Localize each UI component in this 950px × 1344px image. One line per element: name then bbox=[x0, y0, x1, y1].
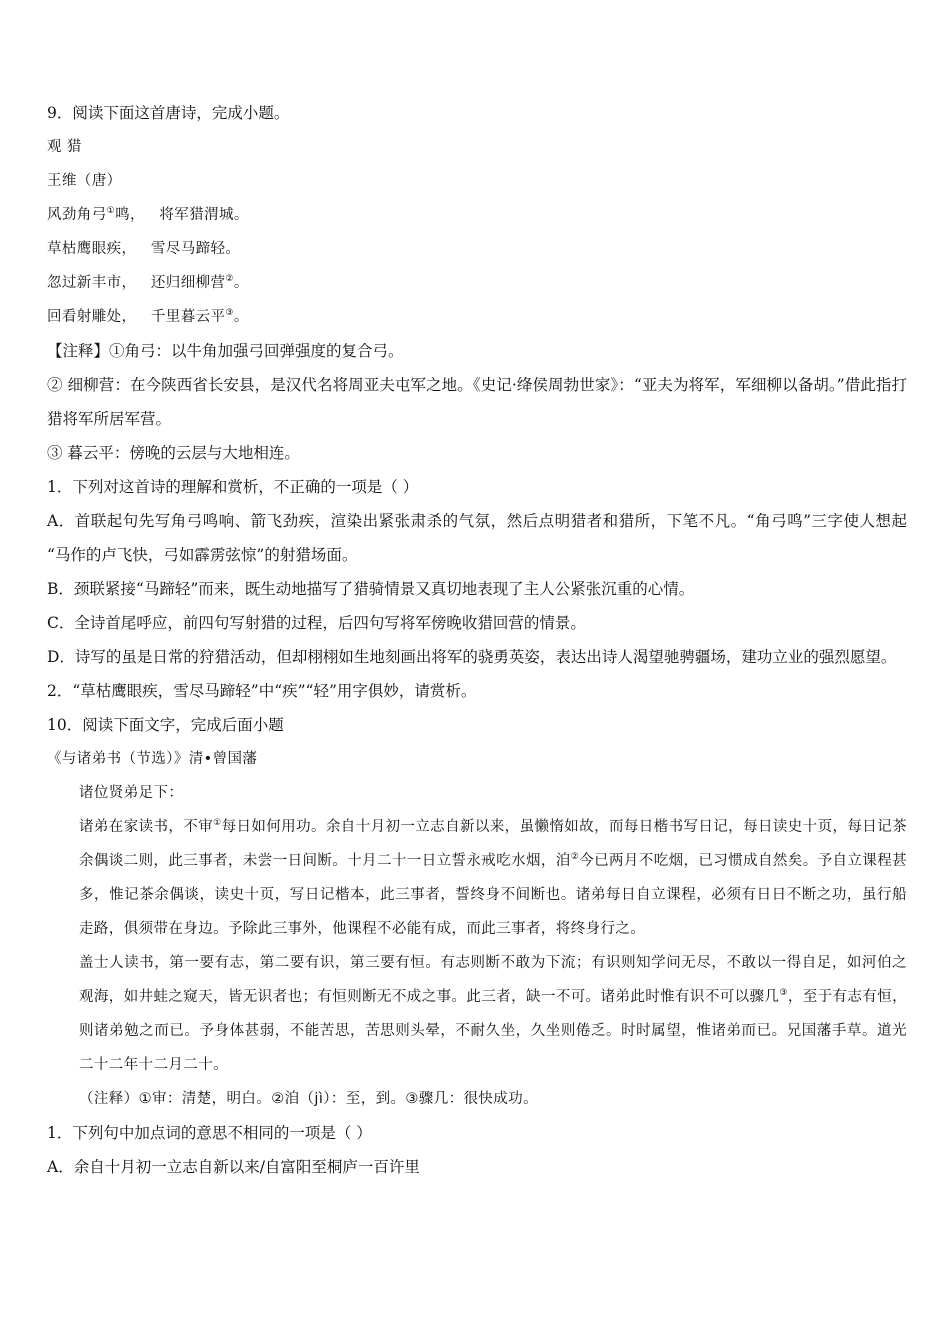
question-9-header: 9．阅读下面这首唐诗，完成小题。 bbox=[47, 104, 290, 122]
q9-sub-question-2: 2．“草枯鹰眼疾，雪尽马蹄轻”中“疾”“轻”用字俱妙，请赏析。 bbox=[47, 682, 477, 700]
question-10-header: 10．阅读下面文字，完成后面小题 bbox=[47, 716, 284, 734]
poem-line-4: 回看射雕处， 千里暮云平③。 bbox=[47, 308, 249, 325]
poem-author: 王维（唐） bbox=[47, 173, 122, 189]
q10-sub-question-1: 1．下列句中加点词的意思不相同的一项是（ ） bbox=[47, 1124, 372, 1142]
poem-note-1: 【注释】①角弓：以牛角加强弓回弹强度的复合弓。 bbox=[47, 342, 404, 360]
q9-option-d: D．诗写的虽是日常的狩猎活动，但却栩栩如生地刻画出将军的骁勇英姿，表达出诗人渴望驰骋疆场，建功立业的强烈愿望。 bbox=[47, 648, 897, 666]
passage-paragraph-2: 盖士人读书，第一要有志，第二要有识，第三要有恒。有志则断不敢为下流；有识则知学问无尽，不敢以一得自足，如河伯之观海，如井蛙之窥天，皆无识者也；有恒则断无不成之事。此三者，缺一不可。诸弟此时惟有识不可以骤几③，至于有志有恒，则诸弟勉之而已。予身体甚弱，不能苦思，苦思则头晕，不耐久坐，久坐则倦乏。时时属望，惟诸弟而已。兄国藩手草。道光二十二年十二月二十。 bbox=[79, 955, 908, 1073]
exam-page bbox=[47, 96, 907, 1184]
poem-note-3: ③ 暮云平：傍晚的云层与大地相连。 bbox=[47, 444, 300, 462]
q9-option-b: B．颈联紧接“马蹄轻”而来，既生动地描写了猎骑情景又真切地表现了主人公紧张沉重的心情。 bbox=[47, 580, 695, 598]
passage-paragraph-1: 诸弟在家读书，不审①每日如何用功。余自十月初一立志自新以来，虽懒惰如故，而每日楷书写日记，每日读史十页，每日记茶余偶谈二则，此三事者，未尝一日间断。十月二十一日立誓永戒吃水烟，洎②今已两月不吃烟，已习惯成自然矣。予自立课程甚多，惟记茶余偶谈，读史十页，写日记楷本，此三事者，誓终身不间断也。诸弟每日自立课程，必须有日日不断之功，虽行船走路，俱须带在身边。予除此三事外，他课程不必能有成，而此三事者，将终身行之。 bbox=[79, 818, 907, 937]
q9-option-c: C．全诗首尾呼应，前四句写射猎的过程，后四句写将军傍晚收猎回营的情景。 bbox=[47, 614, 586, 632]
passage-salutation: 诸位贤弟足下： bbox=[79, 785, 184, 801]
passage-title: 《与诸弟书（节选）》清•曾国藩 bbox=[47, 751, 258, 767]
poem-line-2: 草枯鹰眼疾， 雪尽马蹄轻。 bbox=[47, 241, 241, 257]
q9-sub-question-1: 1．下列对这首诗的理解和赏析，不正确的一项是（ ） bbox=[47, 478, 419, 496]
poem-line-1: 风劲角弓①鸣， 将军猎渭城。 bbox=[47, 206, 249, 223]
poem-note-2: ② 细柳营：在今陕西省长安县，是汉代名将周亚夫屯军之地。《史记·绛侯周勃世家》：“亚夫为将军，军细柳以备胡。”借此指打猎将军所居军营。 bbox=[47, 376, 907, 428]
poem-title: 观 猎 bbox=[47, 139, 82, 155]
q9-option-a: A．首联起句先写角弓鸣响、箭飞劲疾，渲染出紧张肃杀的气氛，然后点明猎者和猎所，下笔不凡。“角弓鸣”三字使人想起 “马作的卢飞快，弓如霹雳弦惊”的射猎场面。 bbox=[47, 512, 907, 564]
poem-line-3: 忽过新丰市， 还归细柳营②。 bbox=[47, 274, 249, 291]
q10-option-a: A．余自十月初一立志自新以来/自富阳至桐庐一百许里 bbox=[47, 1158, 420, 1176]
passage-annotation: （注释）①审：清楚，明白。②洎（jì）：至，到。③骤几：很快成功。 bbox=[79, 1091, 539, 1107]
